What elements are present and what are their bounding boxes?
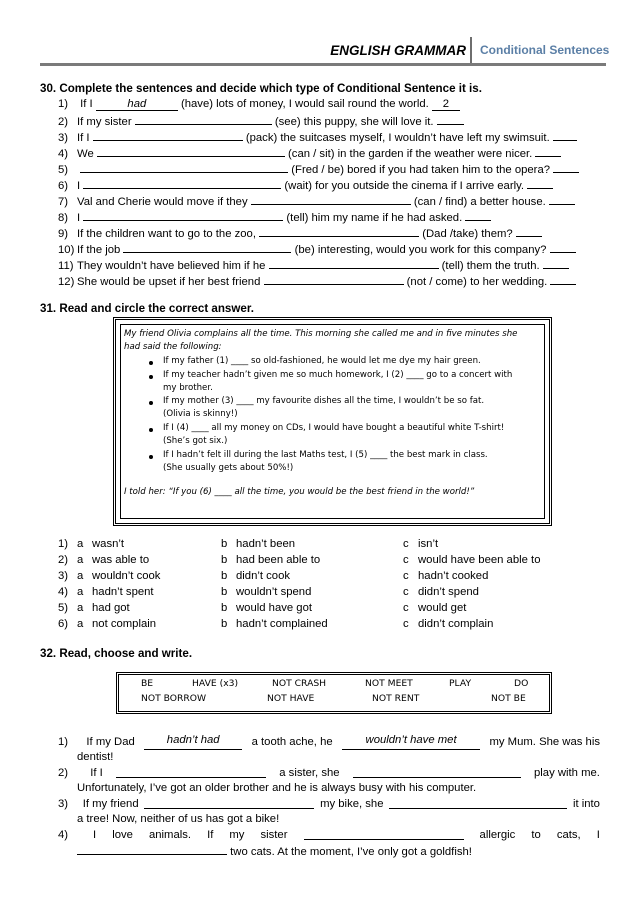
s32-q1: [58, 735, 600, 750]
s30-item-2: [58, 113, 600, 128]
q-text: play with me.: [534, 767, 600, 779]
q-number: 1): [58, 736, 69, 748]
answer-blank[interactable]: [389, 797, 567, 809]
item-number: 2): [58, 116, 69, 128]
option-number: 2): [58, 554, 69, 566]
q-text: animals.: [148, 829, 192, 841]
item-lead: If the children want to go to the zoo,: [77, 228, 256, 240]
option-letter: c: [403, 570, 409, 582]
bullet-4: If I (4) ____ all my money on CDs, I would have bought a beautiful white T-shirt!: [163, 423, 505, 433]
s30-item-11: [58, 257, 600, 272]
bullet-dot: [149, 375, 153, 379]
option-b[interactable]: didn’t cook: [236, 570, 291, 582]
word: NOT CRASH: [272, 678, 327, 689]
option-a[interactable]: was able to: [92, 554, 150, 566]
s32-q1-cont: dentist!: [77, 751, 114, 763]
item-number: 8): [58, 212, 69, 224]
word: NOT BORROW: [141, 693, 207, 704]
s32-q4: [58, 828, 600, 843]
section-30-title: 30. Complete the sentences and decide which type of Conditional Sentence it is.: [40, 82, 482, 95]
answer-blank[interactable]: wouldn’t have met: [342, 735, 480, 750]
answer-blank[interactable]: [353, 766, 521, 778]
s32-q4-cont: [77, 843, 619, 858]
s30-item-7: [58, 193, 600, 208]
item-text: (see) this puppy, she will love it.: [274, 116, 434, 128]
bullet-dot: [149, 428, 153, 432]
olivia-text-box: [113, 317, 552, 526]
bullet-1: If my father (1) ____ so old-fashioned, he would let me dye my hair green.: [163, 356, 481, 366]
item-lead: If my sister: [77, 116, 132, 128]
option-c[interactable]: would get: [418, 602, 467, 614]
item-lead: If the job: [77, 244, 121, 256]
type-blank[interactable]: 2: [432, 99, 460, 111]
option-number: 1): [58, 538, 69, 550]
bullet-4-cont: (She’s got six.): [163, 436, 228, 446]
q-number: 2): [58, 767, 69, 779]
q-text: I: [93, 829, 97, 841]
option-b[interactable]: hadn’t been: [236, 538, 296, 550]
s32-q3-cont: a tree! Now, neither of us has got a bike!: [77, 813, 280, 825]
s30-item-10: [58, 241, 600, 256]
item-number: 11): [58, 260, 74, 272]
answer-blank[interactable]: [251, 193, 411, 205]
header-title: ENGLISH GRAMMAR: [330, 43, 466, 58]
item-number: 10): [58, 244, 75, 256]
answer-blank[interactable]: [80, 161, 288, 173]
s30-item-3: [58, 129, 600, 144]
bullet-3: If my mother (3) ____ my favourite dishes all the time, I wouldn’t be so fat.: [163, 396, 485, 406]
item-text: (have) lots of money, I would sail round the world.: [180, 98, 429, 110]
item-lead: They wouldn’t have believed him if he: [77, 260, 266, 272]
word-box: [116, 672, 552, 714]
q-text: If I: [90, 767, 103, 779]
q-text: two cats. At the moment, I’ve only got a goldfish!: [230, 846, 472, 858]
option-letter: a: [77, 570, 84, 582]
item-number: 9): [58, 228, 69, 240]
answer-blank[interactable]: [116, 766, 266, 778]
option-a[interactable]: wasn’t: [92, 538, 125, 550]
answer-blank[interactable]: [123, 241, 291, 253]
answer-blank[interactable]: [269, 257, 439, 269]
option-c[interactable]: didn’t spend: [418, 586, 479, 598]
item-text: (tell) him my name if he had asked.: [286, 212, 463, 224]
s30-item-5: [58, 161, 600, 176]
answer-blank[interactable]: [144, 797, 314, 809]
q-text: my: [229, 829, 245, 841]
option-letter: c: [403, 538, 409, 550]
s30-item-9: [58, 225, 600, 240]
s32-q3: [58, 797, 600, 812]
intro-line-1: My friend Olivia complains all the time. This morning she called me and in five minutes she: [124, 329, 518, 339]
bullet-dot: [149, 361, 153, 365]
word: PLAY: [449, 678, 472, 689]
header-rule: [40, 63, 606, 66]
q-text: my Mum. She was his: [489, 736, 600, 748]
option-letter: a: [77, 538, 84, 550]
item-number: 3): [58, 132, 69, 144]
item-text: (wait) for you outside the cinema if I arrive early.: [284, 180, 525, 192]
q-text: If: [207, 829, 214, 841]
option-c[interactable]: didn’t complain: [418, 618, 494, 630]
s30-item-4: [58, 145, 600, 160]
q-text: sister: [260, 829, 288, 841]
option-letter: a: [77, 554, 84, 566]
option-letter: b: [221, 602, 228, 614]
word: NOT BE: [491, 693, 526, 704]
item-text: (not / come) to her wedding.: [406, 276, 548, 288]
header-divider: [470, 37, 472, 63]
section-31-title: 31. Read and circle the correct answer.: [40, 302, 254, 315]
answer-blank[interactable]: [93, 129, 243, 141]
item-number: 4): [58, 148, 69, 160]
option-letter: c: [403, 602, 409, 614]
s32-q2-cont: Unfortunately, I’ve got an older brother and he is always busy with his computer.: [77, 782, 477, 794]
word: HAVE (x3): [192, 678, 239, 689]
answer-blank[interactable]: [77, 843, 227, 855]
type-blank[interactable]: [553, 161, 579, 173]
item-lead: If I: [77, 132, 90, 144]
s30-item-6: [58, 177, 600, 192]
option-b[interactable]: wouldn’t spend: [236, 586, 312, 598]
item-text: (pack) the suitcases myself, I wouldn’t have left my swimsuit.: [245, 132, 550, 144]
type-blank[interactable]: [549, 193, 575, 205]
item-number: 5): [58, 164, 69, 176]
word: NOT MEET: [365, 678, 413, 689]
s32-q2: [58, 766, 600, 781]
type-blank[interactable]: [527, 177, 553, 189]
header-subtitle: Conditional Sentences: [480, 43, 610, 57]
q-text: a sister, she: [279, 767, 340, 779]
answer-blank[interactable]: [97, 145, 285, 157]
bullet-2-cont: my brother.: [163, 383, 213, 393]
item-number: 1): [58, 98, 69, 110]
type-blank[interactable]: [543, 257, 569, 269]
item-lead: If I: [80, 98, 93, 110]
item-lead: Val and Cherie would move if they: [77, 196, 248, 208]
item-text: (can / sit) in the garden if the weather were nicer.: [288, 148, 533, 160]
item-number: 7): [58, 196, 69, 208]
s30-item-12: [58, 273, 600, 288]
option-number: 6): [58, 618, 69, 630]
type-blank[interactable]: [516, 225, 542, 237]
s30-item-1: [58, 97, 600, 112]
section-32-title: 32. Read, choose and write.: [40, 647, 193, 660]
item-text: (Fred / be) bored if you had taken him to the opera?: [291, 164, 551, 176]
answer-blank[interactable]: had: [96, 99, 178, 111]
bullet-5-cont: (She usually gets about 50%!): [163, 463, 294, 473]
bullet-dot: [149, 401, 153, 405]
option-c[interactable]: isn’t: [418, 538, 439, 550]
item-lead: I: [77, 180, 81, 192]
q-number: 4): [58, 829, 69, 841]
item-text: (tell) them the truth.: [441, 260, 540, 272]
type-blank[interactable]: [550, 241, 576, 253]
option-letter: a: [77, 618, 84, 630]
bullet-5: If I hadn’t felt ill during the last Maths test, I (5) ____ the best mark in class.: [163, 450, 488, 460]
option-b[interactable]: would have got: [236, 602, 312, 614]
q-number: 3): [58, 798, 69, 810]
item-lead: She would be upset if her best friend: [77, 276, 261, 288]
item-lead: We: [77, 148, 94, 160]
answer-blank[interactable]: [83, 209, 283, 221]
option-letter: c: [403, 554, 409, 566]
item-lead: I: [77, 212, 81, 224]
option-c[interactable]: hadn’t cooked: [418, 570, 489, 582]
type-blank[interactable]: [535, 145, 561, 157]
answer-blank[interactable]: [83, 177, 281, 189]
option-number: 3): [58, 570, 69, 582]
answer-blank[interactable]: [304, 828, 464, 840]
option-letter: a: [77, 586, 84, 598]
q-text: a tooth ache, he: [251, 736, 333, 748]
answer-blank[interactable]: [264, 273, 404, 285]
word: NOT HAVE: [267, 693, 315, 704]
q-text: I: [596, 829, 600, 841]
bullet-3-cont: (Olivia is skinny!): [163, 409, 238, 419]
option-a[interactable]: hadn’t spent: [92, 586, 154, 598]
option-letter: b: [221, 586, 228, 598]
bullet-dot: [149, 455, 153, 459]
option-letter: c: [403, 586, 409, 598]
item-text: (Dad /take) them?: [422, 228, 513, 240]
item-number: 12): [58, 276, 75, 288]
option-b[interactable]: had been able to: [236, 554, 321, 566]
type-blank[interactable]: [465, 209, 491, 221]
option-a[interactable]: wouldn’t cook: [92, 570, 161, 582]
item-text: (can / find) a better house.: [413, 196, 546, 208]
q-text: to: [531, 829, 541, 841]
option-letter: b: [221, 554, 228, 566]
option-a[interactable]: not complain: [92, 618, 157, 630]
type-blank[interactable]: [437, 113, 464, 125]
option-letter: a: [77, 602, 84, 614]
option-number: 5): [58, 602, 69, 614]
q-text: If my Dad: [86, 736, 135, 748]
q-text: If my friend: [82, 798, 139, 810]
option-letter: b: [221, 618, 228, 630]
item-number: 6): [58, 180, 69, 192]
type-blank[interactable]: [553, 129, 577, 141]
s30-item-8: [58, 209, 600, 224]
word: DO: [514, 678, 529, 689]
item-text: (be) interesting, would you work for this company?: [294, 244, 547, 256]
option-b[interactable]: hadn’t complained: [236, 618, 328, 630]
outro-line: I told her: “If you (6) ____ all the time, you would be the best friend in the world!”: [124, 487, 475, 497]
word: BE: [141, 678, 154, 689]
bullet-2: If my teacher hadn’t given me so much homework, I (2) ____ go to a concert with: [163, 370, 513, 380]
answer-blank[interactable]: [135, 113, 272, 125]
q-text: it into: [572, 798, 600, 810]
q-text: love: [112, 829, 133, 841]
option-letter: c: [403, 618, 409, 630]
option-letter: b: [221, 538, 228, 550]
answer-blank[interactable]: hadn’t had: [144, 735, 242, 750]
option-c[interactable]: would have been able to: [418, 554, 541, 566]
q-text: allergic: [479, 829, 516, 841]
option-letter: b: [221, 570, 228, 582]
option-a[interactable]: had got: [92, 602, 130, 614]
option-number: 4): [58, 586, 69, 598]
type-blank[interactable]: [550, 273, 576, 285]
intro-line-2: had said the following:: [124, 342, 222, 352]
answer-blank[interactable]: [259, 225, 419, 237]
q-text: my bike, she: [320, 798, 384, 810]
q-text: cats,: [556, 829, 581, 841]
word: NOT RENT: [372, 693, 420, 704]
